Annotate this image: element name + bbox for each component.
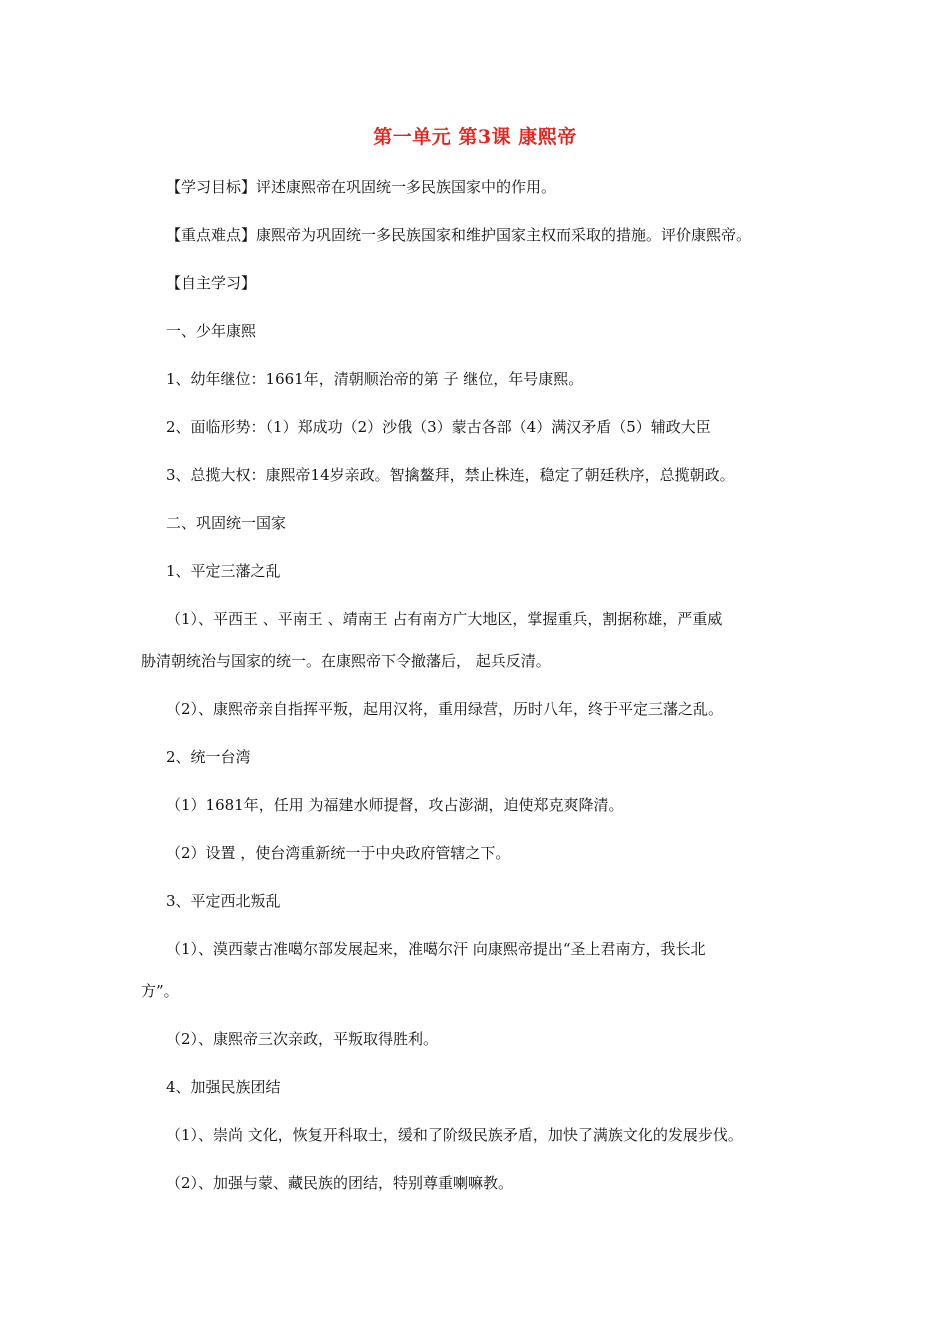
paragraph: （2）、康熙帝亲自指挥平叛，起用汉将，重用绿营，历时八年，终于平定三藩之乱。 bbox=[166, 700, 724, 718]
paragraph-continuation: 胁清朝统治与国家的统一。在康熙帝下令撤藩后， 起兵反清。 bbox=[141, 652, 551, 670]
document-title: 第一单元 第3课 康熙帝 bbox=[373, 126, 577, 148]
paragraph: （1）、漠西蒙古准噶尔部发展起来，准噶尔汗 向康熙帝提出“圣上君南方，我长北 bbox=[166, 940, 706, 958]
subsection-heading: 4、加强民族团结 bbox=[166, 1078, 281, 1096]
key-points: 【重点难点】康熙帝为巩固统一多民族国家和维护国家主权而采取的措施。评价康熙帝。 bbox=[166, 226, 752, 244]
paragraph: （1）、崇尚 文化，恢复开科取士，缓和了阶级民族矛盾，加快了满族文化的发展步伐。 bbox=[166, 1126, 743, 1144]
subsection-heading: 1、平定三藩之乱 bbox=[166, 562, 281, 580]
paragraph-continuation: 方”。 bbox=[141, 982, 179, 1000]
paragraph: （1）1681年，任用 为福建水师提督，攻占澎湖，迫使郑克爽降清。 bbox=[166, 796, 624, 814]
paragraph: 1、幼年继位：1661年，清朝顺治帝的第 子 继位，年号康熙。 bbox=[166, 370, 584, 388]
paragraph: （2）、康熙帝三次亲政，平叛取得胜利。 bbox=[166, 1030, 439, 1048]
self-study-heading: 【自主学习】 bbox=[166, 274, 257, 292]
subsection-heading: 2、统一台湾 bbox=[166, 748, 251, 766]
paragraph: （2）、加强与蒙、藏民族的团结，特别尊重喇嘛教。 bbox=[166, 1174, 514, 1192]
section-heading-2: 二、巩固统一国家 bbox=[166, 514, 287, 532]
paragraph: （2）设置 ，使台湾重新统一于中央政府管辖之下。 bbox=[166, 844, 511, 862]
section-heading-1: 一、少年康熙 bbox=[166, 322, 257, 340]
paragraph: 3、总揽大权：康熙帝14岁亲政。智擒鳌拜，禁止株连，稳定了朝廷秩序，总揽朝政。 bbox=[166, 466, 735, 484]
paragraph: （1）、平西王 、平南王 、靖南王 占有南方广大地区，掌握重兵，割据称雄，严重威 bbox=[166, 610, 723, 628]
learning-objectives: 【学习目标】评述康熙帝在巩固统一多民族国家中的作用。 bbox=[166, 178, 557, 196]
subsection-heading: 3、平定西北叛乱 bbox=[166, 892, 281, 910]
paragraph: 2、面临形势：（1）郑成功（2）沙俄（3）蒙古各部（4）满汉矛盾（5）辅政大臣 bbox=[166, 418, 711, 436]
